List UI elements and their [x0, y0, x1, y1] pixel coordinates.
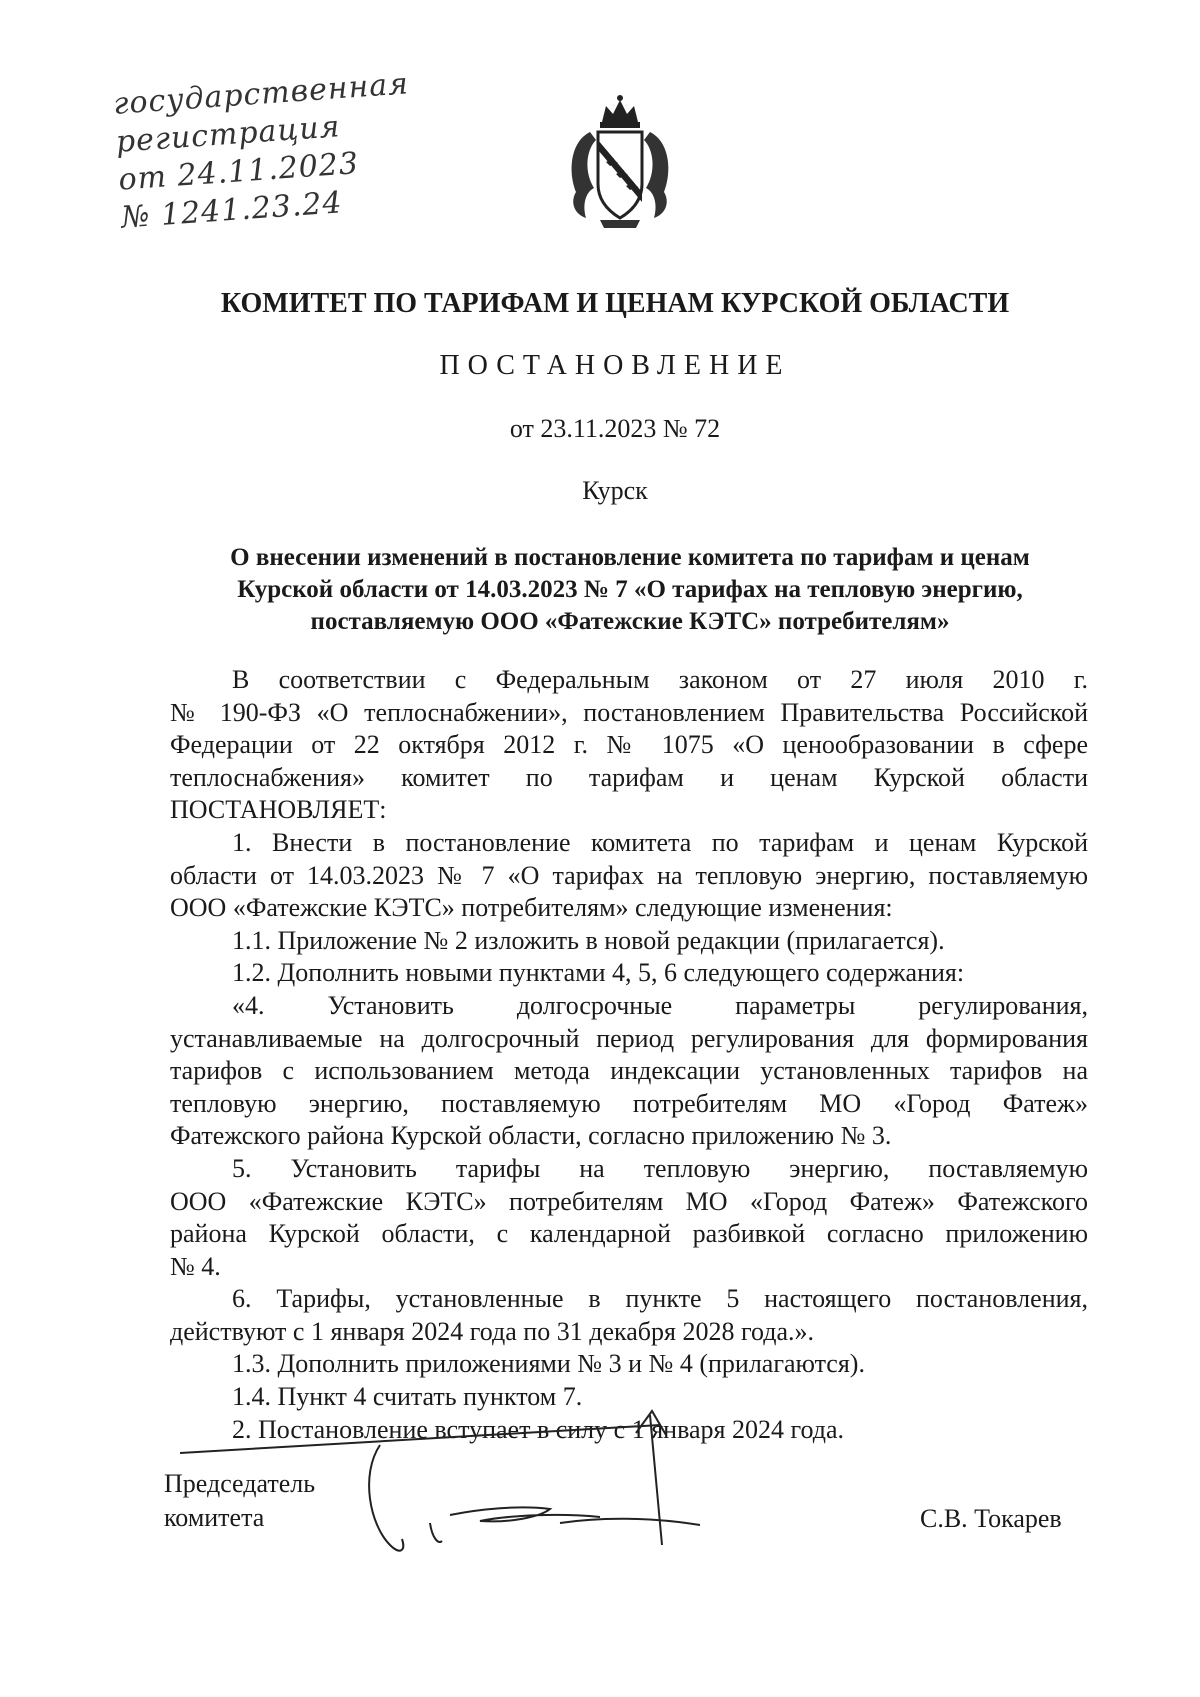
text-line: тепловую энергию, поставляемую потребителям МО «Город Фатеж»: [170, 1088, 1088, 1118]
position-line: Председатель: [164, 1469, 316, 1498]
signatory-position: [164, 1467, 315, 1535]
text-line: 6. Тарифы, установленные в пункте 5 настоящего постановления,: [232, 1284, 1088, 1314]
subject-line: О внесении изменений в постановление комитета по тарифам и ценам: [230, 544, 1030, 571]
document-date-number: от 23.11.2023 № 72: [509, 414, 721, 443]
item-6-paragraph: [170, 1283, 1088, 1348]
text-line: № 4.: [170, 1251, 221, 1281]
text-line: Федерации от 22 октября 2012 г. № 1075 «О ценообразовании в сфере: [170, 730, 1088, 760]
text-line: ООО «Фатежские КЭТС» потребителям» следующие изменения:: [170, 893, 893, 923]
text-line: теплоснабжения» комитет по тарифам и ценам Курской области: [170, 762, 1088, 792]
registration-note-line: № 1241.23.24: [120, 185, 344, 236]
document-type: ПОСТАНОВЛЕНИЕ: [439, 350, 791, 381]
text-line: «4. Установить долгосрочные параметры регулирования,: [232, 990, 1088, 1020]
text-line: 1. Внести в постановление комитета по тарифам и ценам Курской: [232, 827, 1088, 857]
position-line: комитета: [164, 1503, 265, 1532]
item-1-1-paragraph: 1.1. Приложение № 2 изложить в новой редакции (прилагается).: [232, 925, 945, 955]
document-subject: [170, 542, 1090, 638]
item-1-2-paragraph: 1.2. Дополнить новыми пунктами 4, 5, 6 следующего содержания:: [232, 958, 965, 988]
item-1-4-paragraph: 1.4. Пункт 4 считать пунктом 7.: [232, 1382, 583, 1412]
item-1-3-paragraph: 1.3. Дополнить приложениями № 3 и № 4 (прилагаются).: [232, 1349, 865, 1379]
registration-handwritten-note: [112, 64, 432, 237]
text-line: ПОСТАНОВЛЯЕТ:: [170, 795, 387, 825]
text-line: № 190-ФЗ «О теплоснабжении», постановлением Правительства Российской: [170, 697, 1088, 727]
organization-name: КОМИТЕТ ПО ТАРИФАМ И ЦЕНАМ КУРСКОЙ ОБЛАСТИ: [220, 288, 1010, 319]
text-line: В соответствии с Федеральным законом от 27 июля 2010 г.: [232, 665, 1088, 694]
document-body: [170, 664, 1088, 1446]
subject-line: поставляемую ООО «Фатежские КЭТС» потребителям»: [310, 608, 950, 635]
registration-note-line: регистрация: [114, 109, 342, 160]
preamble-paragraph: [170, 664, 1088, 827]
item-1-paragraph: [170, 827, 1088, 925]
text-line: области от 14.03.2023 № 7 «О тарифах на тепловую энергию, поставляемую: [170, 860, 1088, 890]
text-line: ООО «Фатежские КЭТС» потребителям МО «Город Фатеж» Фатежского: [170, 1186, 1088, 1216]
text-line: района Курской области, с календарной разбивкой согласно приложению: [170, 1219, 1088, 1249]
registration-note-line: государственная: [112, 66, 411, 122]
signatory-name: С.В. Токарев: [920, 1504, 1062, 1533]
text-line: Фатежского района Курской области, согласно приложению № 3.: [170, 1121, 892, 1151]
text-line: устанавливаемые на долгосрочный период регулирования для формирования: [170, 1023, 1088, 1053]
subject-line: Курской области от 14.03.2023 № 7 «О тарифах на тепловую энергию,: [237, 576, 1023, 603]
item-4-paragraph: [170, 990, 1088, 1153]
text-line: действуют с 1 января 2024 года по 31 декабря 2028 года.».: [170, 1316, 814, 1346]
item-5-paragraph: [170, 1153, 1088, 1283]
item-2-paragraph: 2. Постановление вступает в силу с 1 января 2024 года.: [232, 1414, 845, 1444]
coat-of-arms-icon: [560, 92, 680, 232]
text-line: 5. Установить тарифы на тепловую энергию, поставляемую: [232, 1153, 1088, 1183]
document-city: Курск: [582, 476, 648, 505]
text-line: тарифов с использованием метода индексации установленных тарифов на: [170, 1056, 1088, 1086]
registration-note-line: от 24.11.2023: [117, 146, 361, 198]
